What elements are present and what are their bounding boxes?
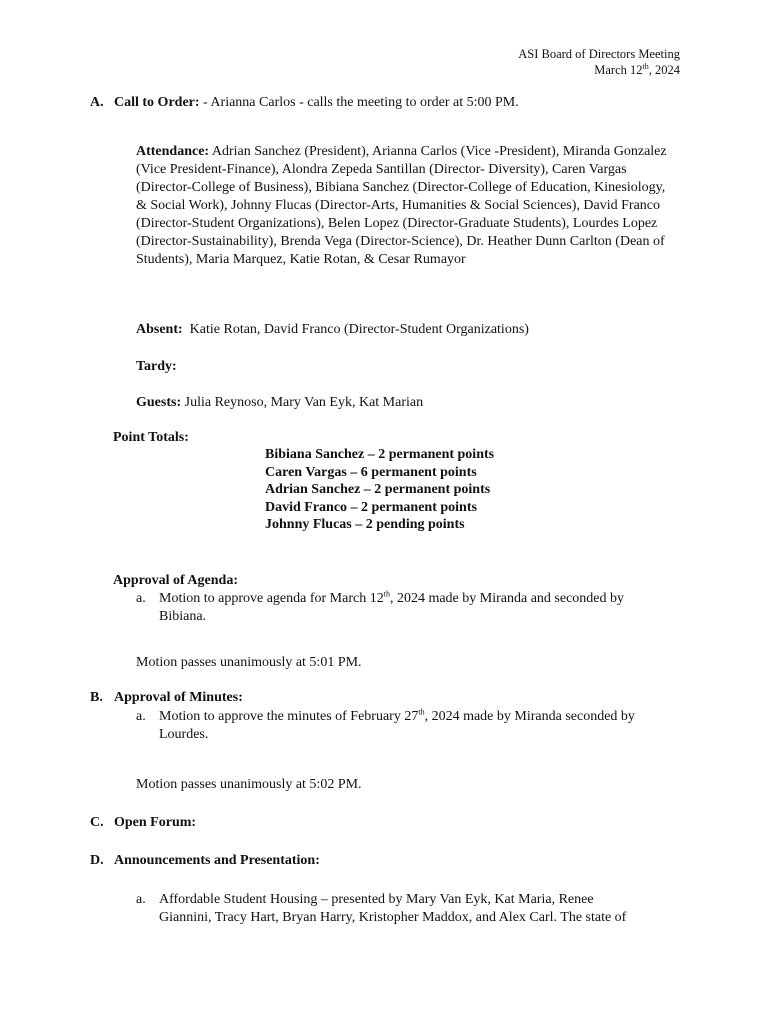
section-call-to-order	[90, 94, 519, 112]
section-heading: Call to Order:	[114, 95, 200, 110]
attendance-label: Attendance:	[136, 144, 210, 159]
item-letter: a.	[136, 892, 146, 907]
minutes-motion-item	[136, 708, 696, 744]
point-total-line: Adrian Sanchez – 2 permanent points	[265, 482, 491, 498]
guests-line	[136, 394, 423, 412]
section-letter: C.	[90, 815, 104, 830]
tardy-line	[136, 358, 177, 376]
call-to-order-text: - Arianna Carlos - calls the meeting to order at 5:00 PM.	[199, 95, 519, 110]
announcement-item	[136, 891, 696, 927]
point-totals-list	[265, 446, 494, 534]
section-heading: Approval of Minutes:	[114, 690, 243, 705]
approval-agenda-heading: Approval of Agenda:	[113, 573, 238, 588]
section-open-forum	[90, 814, 196, 832]
absent-line	[136, 321, 529, 339]
point-totals-label: Point Totals:	[113, 430, 189, 445]
point-total-line: Caren Vargas – 6 permanent points	[265, 464, 477, 480]
document-header	[518, 46, 680, 78]
section-approval-minutes	[90, 689, 243, 707]
section-letter: A.	[90, 95, 104, 110]
section-letter: D.	[90, 853, 104, 868]
item-letter: a.	[136, 709, 146, 724]
agenda-motion-result: Motion passes unanimously at 5:01 PM.	[136, 655, 362, 670]
guests-text: Julia Reynoso, Mary Van Eyk, Kat Marian	[181, 395, 424, 410]
attendance-text: Adrian Sanchez (President), Arianna Carlos (Vice -President), Miranda Gonzalez (Vice President-Finance), Alondra Zepeda Santillan (Director- Diversity), Caren Vargas (Director-College of Business), Bibiana Sanchez (Director-College of Education, Kinesiology, & Social Work), Johnny Flucas (Director-Arts, Humanities & Social Sciences), David Franco (Director-Student Organizations), Belen Lopez (Director-Graduate Students), Lourdes Lopez (Director-Sustainability), Brenda Vega (Director-Science), Dr. Heather Dunn Carlton (Dean of Students), Maria Marquez, Katie Rotan, & Cesar Rumayor	[136, 144, 667, 267]
point-total-line: Bibiana Sanchez – 2 permanent points	[265, 447, 495, 462]
point-total-line: David Franco – 2 permanent points	[265, 499, 477, 515]
absent-text: Katie Rotan, David Franco (Director-Student Organizations)	[182, 322, 529, 337]
section-announcements	[90, 852, 320, 870]
attendance-paragraph	[136, 143, 676, 269]
meeting-date: March 12th, 2024	[594, 61, 680, 77]
meeting-title: ASI Board of Directors Meeting	[518, 47, 680, 61]
item-letter: a.	[136, 591, 146, 606]
section-heading: Announcements and Presentation:	[114, 853, 320, 868]
minutes-motion-result: Motion passes unanimously at 5:02 PM.	[136, 777, 362, 792]
guests-label: Guests:	[136, 395, 182, 410]
agenda-motion-item	[136, 590, 676, 626]
section-letter: B.	[90, 690, 103, 705]
agenda-motion-text: Motion to approve agenda for March 12th, 2024 made by Miranda and seconded by Bibiana.	[159, 589, 625, 624]
minutes-motion-text: Motion to approve the minutes of February 27th, 2024 made by Miranda seconded by Lourdes.	[159, 707, 635, 742]
absent-label: Absent:	[136, 322, 183, 337]
section-heading: Open Forum:	[114, 815, 197, 830]
tardy-label: Tardy:	[136, 359, 177, 374]
point-total-line: Johnny Flucas – 2 pending points	[265, 517, 465, 533]
announcement-text: Affordable Student Housing – presented by Mary Van Eyk, Kat Maria, Renee Giannini, Tracy Hart, Bryan Harry, Kristopher Maddox, and Alex Carl. The state of	[159, 892, 627, 925]
